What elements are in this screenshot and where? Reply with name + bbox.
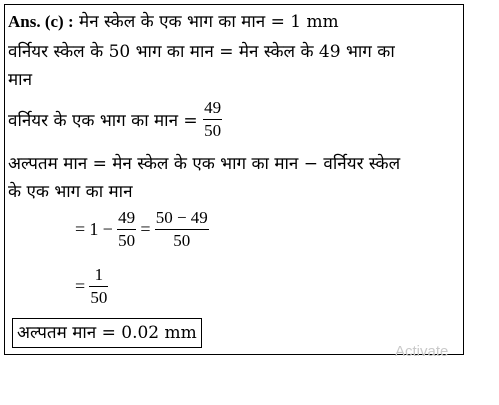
fraction-49-50 bbox=[203, 98, 222, 141]
fraction-denominator: 50 bbox=[173, 231, 191, 250]
calculation-step-1 bbox=[75, 208, 209, 251]
calculation-step-2 bbox=[75, 265, 108, 308]
activate-watermark: Activate bbox=[395, 343, 449, 360]
least-count-definition-cont: के एक भाग का मान bbox=[8, 182, 133, 202]
vernier-50-line-cont: मान bbox=[8, 70, 33, 90]
minus-sign: − bbox=[102, 219, 113, 239]
header-line bbox=[8, 12, 339, 32]
equals-sign: = bbox=[140, 219, 151, 239]
fraction-numerator: 49 bbox=[203, 98, 222, 120]
final-result-box: अल्पतम मान = 0.02 mm bbox=[12, 318, 202, 348]
fraction-diff-50 bbox=[155, 208, 209, 251]
equals-sign: = bbox=[75, 276, 86, 296]
vernier-one-division bbox=[8, 98, 222, 141]
vernier-50-line: वर्नियर स्केल के 50 भाग का मान = मेन स्केल के 49 भाग का bbox=[8, 42, 395, 62]
equals-sign: = bbox=[75, 219, 86, 239]
answer-label: Ans. (c) : bbox=[8, 12, 74, 31]
fraction-numerator: 50 − 49 bbox=[155, 208, 209, 230]
one-value: 1 bbox=[89, 219, 99, 239]
main-scale-division-text: मेन स्केल के एक भाग का मान = 1 mm bbox=[79, 12, 339, 32]
fraction-denominator: 50 bbox=[204, 121, 222, 140]
least-count-definition: अल्पतम मान = मेन स्केल के एक भाग का मान − वर्नियर स्केल bbox=[8, 154, 401, 174]
fraction-numerator: 49 bbox=[117, 208, 136, 230]
fraction-denominator: 50 bbox=[118, 231, 136, 250]
fraction-1-50 bbox=[89, 265, 108, 308]
fraction-numerator: 1 bbox=[89, 265, 108, 287]
vernier-one-text: वर्नियर के एक भाग का मान = bbox=[8, 111, 198, 131]
fraction-49-50-b bbox=[117, 208, 136, 251]
fraction-denominator: 50 bbox=[90, 288, 108, 307]
